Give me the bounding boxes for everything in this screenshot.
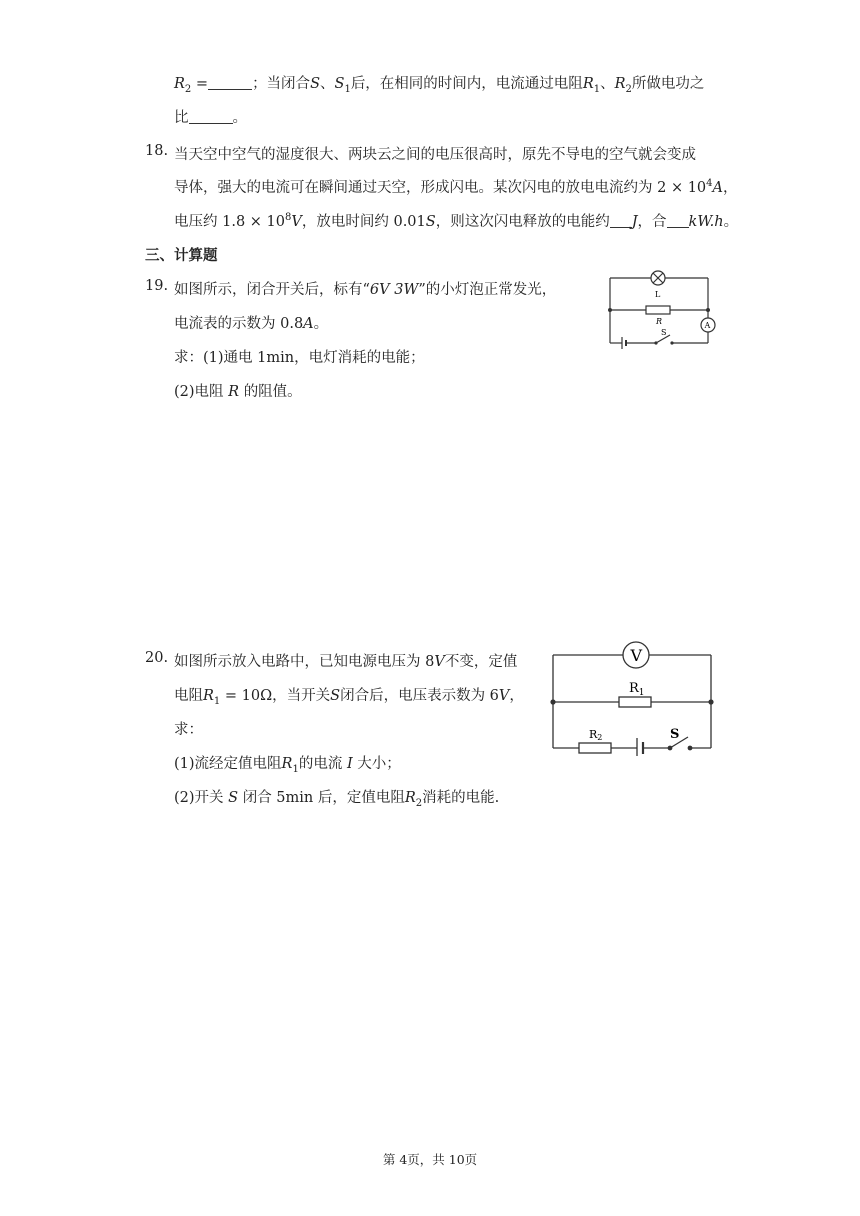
q20-line3: 求： (174, 722, 203, 738)
r2-label: R2 (589, 728, 603, 742)
resistor-label: R (656, 317, 663, 326)
answer-blank[interactable] (667, 213, 689, 228)
answer-blank[interactable] (189, 109, 233, 124)
q20-circuit-diagram (545, 640, 720, 756)
page-footer: 第 4页，共 10页 (382, 1152, 478, 1167)
answer-blank[interactable] (208, 75, 252, 90)
q17-line1: $R_2$ = ；当闭合S、$S_1$后，在相同的时间内，电流通过电阻$R_1$、$R_2$所做电功之 (174, 76, 705, 95)
lamp-label: L (655, 290, 661, 299)
switch-label: S (661, 328, 667, 337)
answer-blank[interactable] (610, 213, 632, 228)
q19-line2: 电流表的示数为 0.8A。 (174, 316, 329, 332)
q19-circuit-diagram (600, 264, 720, 354)
q18-line1: 当天空中空气的湿度很大、两块云之间的电压很高时，原先不导电的空气就会变成 (174, 147, 696, 163)
ammeter-label: A (704, 321, 711, 330)
section-title: 三、计算题 (145, 248, 218, 264)
resistor-r1-icon (619, 697, 651, 707)
switch-label: S (670, 727, 680, 742)
q20-line4: (1)流经定值电阻$R_1$的电流 I 大小； (174, 756, 401, 775)
question-number: 19. (145, 278, 169, 294)
q19-line3: 求：(1)通电 1min，电灯消耗的电能； (174, 350, 425, 366)
resistor-r2-icon (579, 743, 611, 753)
q19-line4: (2)电阻 R 的阻值。 (174, 384, 302, 400)
q17-line2: 比 。 (174, 110, 247, 126)
q20-line5: (2)开关 S 闭合 5min 后，定值电阻$R_2$消耗的电能. (174, 790, 500, 809)
q19-line1: 如图所示，闭合开关后，标有“6V 3W”的小灯泡正常发光， (174, 282, 557, 298)
voltmeter-label: V (630, 646, 643, 665)
q18-line2: 导体，强大的电流可在瞬间通过天空，形成闪电。某次闪电的放电电流约为 $2 \times 10^4A$， (174, 178, 738, 196)
resistor-icon (646, 306, 670, 314)
q18-line3: 电压约 $1.8 \times 10^8V$，放电时间约 0.01S，则这次闪电释放的电能约 J，合 kW.h。 (174, 212, 739, 230)
question-number: 20. (145, 650, 169, 666)
q20-line2: 电阻$R_1 = 10\Omega$，当开关S闭合后，电压表示数为 6V， (174, 688, 524, 707)
q20-line1: 如图所示放入电路中，已知电源电压为 8V不变，定值 (174, 654, 518, 670)
question-number: 18. (145, 143, 169, 159)
r1-label: $R_1$ (629, 681, 645, 698)
